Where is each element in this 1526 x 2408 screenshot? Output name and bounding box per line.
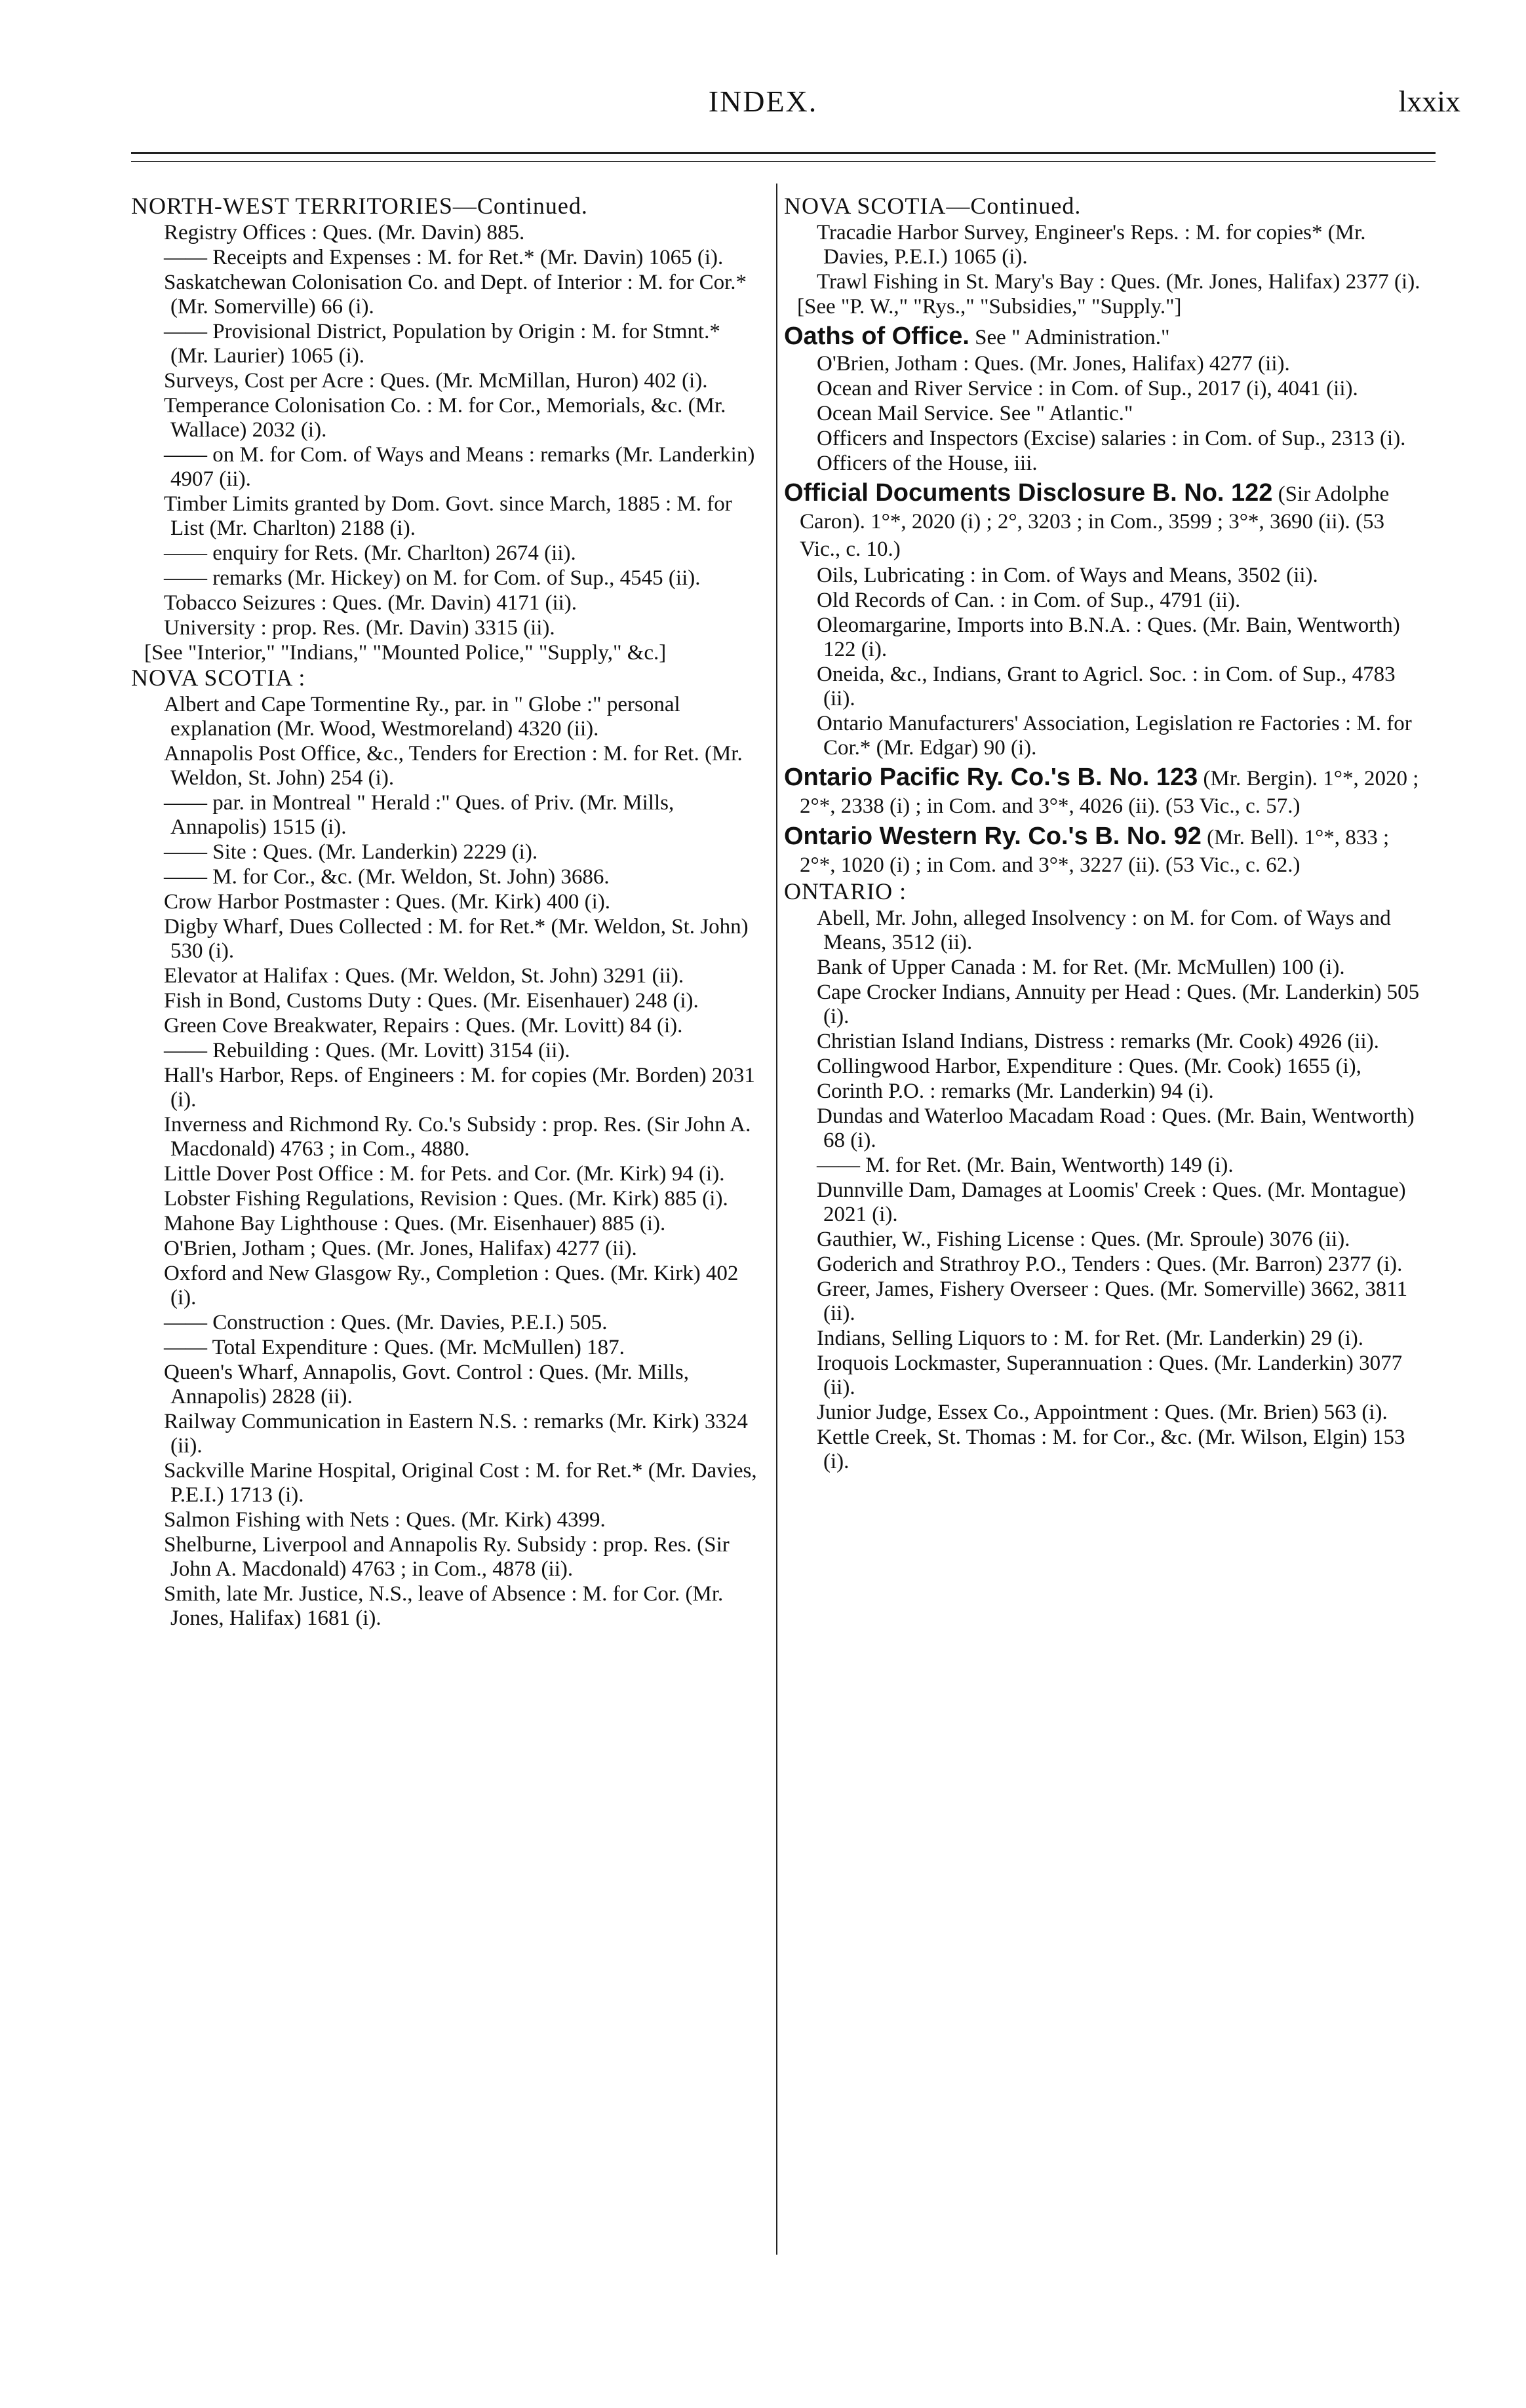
- index-entry: Corinth P.O. : remarks (Mr. Landerkin) 94 (i).: [817, 1079, 1214, 1103]
- bill-entry: [784, 323, 1425, 351]
- index-entry: Sackville Marine Hospital, Original Cost : M. for Ret.* (Mr. Davies, P.E.I.) 1713 (i).: [164, 1459, 757, 1507]
- index-entry: Ontario Manufacturers' Association, Legislation re Factories : M. for Cor.* (Mr. Edgar) 90 (i).: [817, 712, 1412, 760]
- index-entry: Oneida, &c., Indians, Grant to Agricl. Soc. : in Com. of Sup., 4783 (ii).: [817, 663, 1396, 710]
- bill-title: Official Documents Disclosure B. No. 122: [784, 479, 1273, 507]
- index-entry: —— Provisional District, Population by Origin : M. for Stmnt.* (Mr. Laurier) 1065 (i).: [164, 320, 720, 368]
- index-entry: Salmon Fishing with Nets : Ques. (Mr. Kirk) 4399.: [164, 1508, 606, 1532]
- left-column: [131, 194, 760, 1631]
- index-entry: Goderich and Strathroy P.O., Tenders : Ques. (Mr. Barron) 2377 (i).: [817, 1253, 1403, 1276]
- index-entry: —— M. for Ret. (Mr. Bain, Wentworth) 149 (i).: [817, 1154, 1234, 1177]
- header-rule-top: [131, 152, 1436, 154]
- index-entry: Iroquois Lockmaster, Superannuation : Ques. (Mr. Landerkin) 3077 (ii).: [817, 1351, 1403, 1399]
- bill-entry: [784, 480, 1425, 562]
- index-entry: —— enquiry for Rets. (Mr. Charlton) 2674 (ii).: [164, 541, 576, 565]
- index-entry: Timber Limits granted by Dom. Govt. since March, 1885 : M. for List (Mr. Charlton) 2188 (i).: [164, 492, 732, 540]
- index-entry: Fish in Bond, Customs Duty : Ques. (Mr. Eisenhauer) 248 (i).: [164, 989, 699, 1013]
- page-title: INDEX.: [708, 85, 818, 118]
- index-entry: Albert and Cape Tormentine Ry., par. in " Globe :" personal explanation (Mr. Wood, Westmoreland) 4320 (ii).: [164, 693, 680, 741]
- index-entry: Collingwood Harbor, Expenditure : Ques. (Mr. Cook) 1655 (i),: [817, 1055, 1361, 1078]
- right-column: [784, 194, 1425, 1475]
- index-entry: Hall's Harbor, Reps. of Engineers : M. for copies (Mr. Borden) 2031 (i).: [164, 1064, 755, 1112]
- index-entry: Crow Harbor Postmaster : Ques. (Mr. Kirk) 400 (i).: [164, 890, 610, 914]
- index-entry: Surveys, Cost per Acre : Ques. (Mr. McMillan, Huron) 402 (i).: [164, 369, 708, 393]
- index-entry: Saskatchewan Colonisation Co. and Dept. of Interior : M. for Cor.* (Mr. Somerville) 66 (i).: [164, 271, 747, 319]
- index-entry: —— Rebuilding : Ques. (Mr. Lovitt) 3154 (ii).: [164, 1039, 570, 1062]
- index-entry: Tobacco Seizures : Ques. (Mr. Davin) 4171 (ii).: [164, 591, 577, 615]
- index-entry: Ocean and River Service : in Com. of Sup., 2017 (i), 4041 (ii).: [817, 377, 1358, 400]
- index-entry: —— remarks (Mr. Hickey) on M. for Com. of Sup., 4545 (ii).: [164, 566, 701, 590]
- bill-details: (Sir Adolphe Caron). 1°*, 2020 (i) ; 2°, 3203 ; in Com., 3599 ; 3°*, 3690 (ii). (53 Vic., c. 10.): [800, 482, 1390, 561]
- bill-entry: [784, 823, 1425, 878]
- index-entry: Railway Communication in Eastern N.S. : remarks (Mr. Kirk) 3324 (ii).: [164, 1410, 748, 1458]
- index-entry: —— Construction : Ques. (Mr. Davies, P.E.I.) 505.: [164, 1311, 608, 1334]
- index-entry: Dundas and Waterloo Macadam Road : Ques. (Mr. Bain, Wentworth) 68 (i).: [817, 1104, 1415, 1152]
- index-entry: Oxford and New Glasgow Ry., Completion : Ques. (Mr. Kirk) 402 (i).: [164, 1262, 739, 1310]
- index-entry: —— M. for Cor., &c. (Mr. Weldon, St. John) 3686.: [164, 865, 610, 889]
- index-entry: O'Brien, Jotham ; Ques. (Mr. Jones, Halifax) 4277 (ii).: [164, 1237, 637, 1260]
- index-entry: Elevator at Halifax : Ques. (Mr. Weldon, St. John) 3291 (ii).: [164, 964, 684, 988]
- index-entry: Shelburne, Liverpool and Annapolis Ry. Subsidy : prop. Res. (Sir John A. Macdonald) 4763 ; in Com., 4878 (ii).: [164, 1533, 730, 1581]
- section-heading: NOVA SCOTIA :: [131, 665, 306, 691]
- index-entry: Oils, Lubricating : in Com. of Ways and Means, 3502 (ii).: [817, 564, 1318, 587]
- index-entry: Tracadie Harbor Survey, Engineer's Reps. : M. for copies* (Mr. Davies, P.E.I.) 1065 (i).: [817, 221, 1366, 269]
- bill-title: Oaths of Office.: [784, 322, 969, 350]
- index-entry: Queen's Wharf, Annapolis, Govt. Control : Ques. (Mr. Mills, Annapolis) 2828 (ii).: [164, 1361, 689, 1408]
- bill-details: See " Administration.": [969, 326, 1170, 349]
- index-entry: Christian Island Indians, Distress : remarks (Mr. Cook) 4926 (ii).: [817, 1030, 1379, 1053]
- index-entry: Digby Wharf, Dues Collected : M. for Ret.* (Mr. Weldon, St. John) 530 (i).: [164, 915, 749, 963]
- index-entry: Dunnville Dam, Damages at Loomis' Creek : Ques. (Mr. Montague) 2021 (i).: [817, 1178, 1406, 1226]
- index-entry: O'Brien, Jotham : Ques. (Mr. Jones, Halifax) 4277 (ii).: [817, 352, 1290, 376]
- index-entry: Officers of the House, iii.: [817, 452, 1038, 475]
- section-heading: NORTH-WEST TERRITORIES—Continued.: [131, 193, 588, 219]
- index-entry: —— par. in Montreal " Herald :" Ques. of Priv. (Mr. Mills, Annapolis) 1515 (i).: [164, 791, 675, 839]
- index-entry: —— on M. for Com. of Ways and Means : remarks (Mr. Landerkin) 4907 (ii).: [164, 443, 755, 491]
- index-entry: Ocean Mail Service. See " Atlantic.": [817, 402, 1133, 425]
- index-entry: —— Site : Ques. (Mr. Landerkin) 2229 (i).: [164, 840, 538, 864]
- index-entry: Officers and Inspectors (Excise) salaries : in Com. of Sup., 2313 (i).: [817, 427, 1406, 450]
- bill-title: Ontario Pacific Ry. Co.'s B. No. 123: [784, 764, 1198, 791]
- index-entry: Gauthier, W., Fishing License : Ques. (Mr. Sproule) 3076 (ii).: [817, 1228, 1350, 1251]
- index-entry: Mahone Bay Lighthouse : Ques. (Mr. Eisenhauer) 885 (i).: [164, 1212, 666, 1235]
- index-entry: Abell, Mr. John, alleged Insolvency : on M. for Com. of Ways and Means, 3512 (ii).: [817, 906, 1391, 954]
- index-entry: Smith, late Mr. Justice, N.S., leave of Absence : M. for Cor. (Mr. Jones, Halifax) 1681 (i).: [164, 1582, 724, 1630]
- index-entry: —— Total Expenditure : Ques. (Mr. McMullen) 187.: [164, 1336, 625, 1359]
- index-entry: University : prop. Res. (Mr. Davin) 3315 (ii).: [164, 616, 555, 640]
- index-entry: Indians, Selling Liquors to : M. for Ret. (Mr. Landerkin) 29 (i).: [817, 1327, 1364, 1350]
- cross-reference: [See "Interior," "Indians," "Mounted Police," "Supply," &c.]: [144, 641, 667, 665]
- index-entry: Registry Offices : Ques. (Mr. Davin) 885.: [164, 221, 525, 244]
- index-entry: Green Cove Breakwater, Repairs : Ques. (Mr. Lovitt) 84 (i).: [164, 1014, 683, 1038]
- section-heading: NOVA SCOTIA—Continued.: [784, 193, 1082, 219]
- index-entry: Annapolis Post Office, &c., Tenders for Erection : M. for Ret. (Mr. Weldon, St. John) 254 (i).: [164, 742, 743, 790]
- index-entry: Inverness and Richmond Ry. Co.'s Subsidy : prop. Res. (Sir John A. Macdonald) 4763 ; in Com., 4880.: [164, 1113, 751, 1161]
- bill-details: (Mr. Bergin). 1°*, 2020 ; 2°*, 2338 (i) ; in Com. and 3°*, 4026 (ii). (53 Vic., c. 57.): [800, 767, 1419, 818]
- section-heading: ONTARIO :: [784, 878, 907, 904]
- index-entry: Lobster Fishing Regulations, Revision : Ques. (Mr. Kirk) 885 (i).: [164, 1187, 728, 1211]
- index-entry: —— Receipts and Expenses : M. for Ret.* (Mr. Davin) 1065 (i).: [164, 246, 724, 269]
- index-entry: Old Records of Can. : in Com. of Sup., 4791 (ii).: [817, 589, 1241, 612]
- bill-entry: [784, 764, 1425, 819]
- index-entry: Trawl Fishing in St. Mary's Bay : Ques. (Mr. Jones, Halifax) 2377 (i).: [817, 270, 1420, 294]
- header-rule-bottom: [131, 161, 1436, 162]
- bill-title: Ontario Western Ry. Co.'s B. No. 92: [784, 823, 1202, 850]
- bill-details: (Mr. Bell). 1°*, 833 ; 2°*, 1020 (i) ; in Com. and 3°*, 3227 (ii). (53 Vic., c. 62.): [800, 826, 1390, 877]
- index-entry: Junior Judge, Essex Co., Appointment : Ques. (Mr. Brien) 563 (i).: [817, 1401, 1388, 1424]
- index-entry: Greer, James, Fishery Overseer : Ques. (Mr. Somerville) 3662, 3811 (ii).: [817, 1277, 1408, 1325]
- column-divider: [776, 184, 777, 2255]
- cross-reference: [See "P. W.," "Rys.," "Subsidies," "Supply."]: [797, 295, 1182, 319]
- page-number: lxxix: [1398, 85, 1460, 118]
- index-entry: Kettle Creek, St. Thomas : M. for Cor., &c. (Mr. Wilson, Elgin) 153 (i).: [817, 1426, 1405, 1473]
- index-entry: Little Dover Post Office : M. for Pets. and Cor. (Mr. Kirk) 94 (i).: [164, 1162, 725, 1186]
- index-entry: Bank of Upper Canada : M. for Ret. (Mr. McMullen) 100 (i).: [817, 956, 1345, 979]
- index-entry: Oleomargarine, Imports into B.N.A. : Ques. (Mr. Bain, Wentworth) 122 (i).: [817, 613, 1400, 661]
- index-entry: Cape Crocker Indians, Annuity per Head : Ques. (Mr. Landerkin) 505 (i).: [817, 981, 1420, 1028]
- index-entry: Temperance Colonisation Co. : M. for Cor., Memorials, &c. (Mr. Wallace) 2032 (i).: [164, 394, 726, 442]
